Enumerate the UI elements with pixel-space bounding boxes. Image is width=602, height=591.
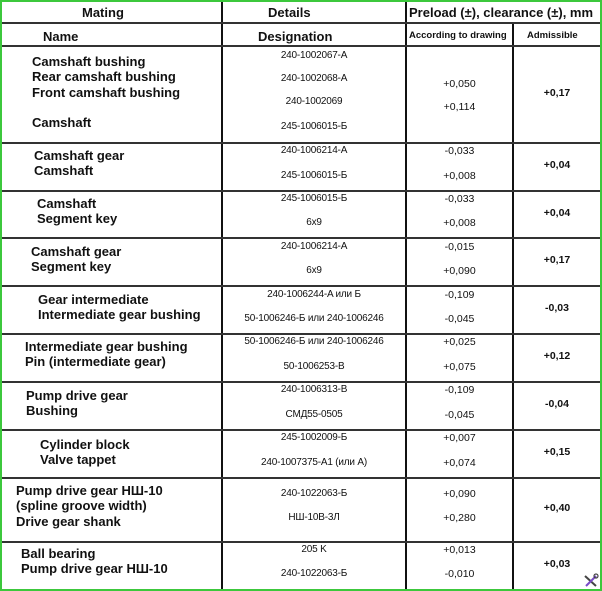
part-designation: 245-1006015-Б xyxy=(280,193,348,204)
mating-part-name: Front camshaft bushing xyxy=(32,85,181,100)
part-designation: 240-1002069 xyxy=(285,96,343,107)
row-divider xyxy=(2,381,600,383)
part-designation: 240-1007375-A1 (или A) xyxy=(260,457,367,468)
drawing-value: +0,025 xyxy=(443,336,476,348)
part-designation: 205 K xyxy=(301,544,327,555)
part-designation: 240-1022063-Б xyxy=(280,568,348,579)
row-divider xyxy=(2,142,600,144)
part-designation: НШ-10В-3Л xyxy=(288,512,340,523)
drawing-value: -0,010 xyxy=(444,568,475,580)
part-designation: 245-1002009-Б xyxy=(280,432,348,443)
mating-part-name: Valve tappet xyxy=(40,452,116,467)
mating-part-name: Camshaft xyxy=(32,115,92,130)
header-designation: Designation xyxy=(258,29,333,44)
mating-part-name: Rear camshaft bushing xyxy=(32,69,176,84)
part-designation: 50-1006246-Б или 240-1006246 xyxy=(244,336,384,347)
admissible-value: +0,04 xyxy=(543,207,571,219)
header-divider xyxy=(2,22,600,24)
mating-part-name: Drive gear shank xyxy=(16,514,121,529)
drawing-value: -0,033 xyxy=(444,193,475,205)
admissible-value: +0,17 xyxy=(543,254,571,266)
part-designation: 240-1002068-A xyxy=(280,73,348,84)
mating-part-name: Ball bearing xyxy=(21,546,96,561)
part-designation: 240-1006313-B xyxy=(280,384,348,395)
part-designation: 245-1006015-Б xyxy=(280,170,348,181)
part-designation: 240-1006214-A xyxy=(280,241,348,252)
mating-part-name: Intermediate gear bushing xyxy=(25,339,188,354)
part-designation: 6x9 xyxy=(306,265,322,276)
header-preload: Preload (±), clearance (±), mm xyxy=(409,5,594,20)
part-designation: 50-1006253-B xyxy=(283,361,345,372)
drawing-value: -0,109 xyxy=(444,289,475,301)
drawing-value: +0,008 xyxy=(443,217,476,229)
header-name: Name xyxy=(43,29,79,44)
admissible-value: +0,17 xyxy=(543,87,571,99)
drawing-value: +0,090 xyxy=(443,488,476,500)
row-divider xyxy=(2,190,600,192)
drawing-value: +0,074 xyxy=(443,457,476,469)
header-according-to-drawing: According to drawing xyxy=(409,30,507,41)
mating-part-name: Camshaft gear xyxy=(31,244,122,259)
mating-part-name: Pump drive gear xyxy=(26,388,128,403)
mating-part-name: Pump drive gear НШ-10 xyxy=(16,483,163,498)
drawing-value: -0,015 xyxy=(444,241,475,253)
row-divider xyxy=(2,285,600,287)
header-divider xyxy=(2,45,600,47)
admissible-value: +0,15 xyxy=(543,446,571,458)
drawing-value: +0,090 xyxy=(443,265,476,277)
part-designation: 6x9 xyxy=(306,217,322,228)
header-admissible: Admissible xyxy=(527,30,578,41)
row-divider xyxy=(2,477,600,479)
part-designation: 240-1006244-A или Б xyxy=(267,289,361,300)
mating-part-name: Camshaft bushing xyxy=(32,54,146,69)
tools-icon xyxy=(582,573,600,589)
header-mating: Mating xyxy=(82,5,124,20)
drawing-value: -0,045 xyxy=(444,409,475,421)
mating-part-name: Cylinder block xyxy=(40,437,130,452)
drawing-value: +0,114 xyxy=(443,101,476,113)
drawing-value: +0,013 xyxy=(443,544,476,556)
row-divider xyxy=(2,333,600,335)
part-designation: 240-1002067-A xyxy=(280,50,348,61)
mating-part-name: Camshaft xyxy=(34,163,94,178)
part-designation: 245-1006015-Б xyxy=(280,121,348,132)
part-designation: 240-1006214-A xyxy=(280,145,348,156)
admissible-value: -0,03 xyxy=(545,302,569,314)
admissible-value: +0,12 xyxy=(543,350,571,362)
mating-part-name: Camshaft xyxy=(37,196,97,211)
admissible-value: +0,40 xyxy=(543,502,571,514)
admissible-value: -0,04 xyxy=(545,398,569,410)
drawing-value: +0,280 xyxy=(443,512,476,524)
mating-part-name: Pin (intermediate gear) xyxy=(25,354,166,369)
mating-part-name: Segment key xyxy=(31,259,112,274)
row-divider xyxy=(2,429,600,431)
mating-part-name: Gear intermediate xyxy=(38,292,149,307)
drawing-value: +0,075 xyxy=(443,361,476,373)
part-designation: 50-1006246-Б или 240-1006246 xyxy=(244,313,384,324)
mating-part-name: Bushing xyxy=(26,403,78,418)
drawing-value: -0,109 xyxy=(444,384,475,396)
drawing-value: +0,007 xyxy=(443,432,476,444)
admissible-value: +0,04 xyxy=(543,159,571,171)
drawing-value: +0,008 xyxy=(443,170,476,182)
mating-part-name: Intermediate gear bushing xyxy=(38,307,201,322)
header-details: Details xyxy=(268,5,311,20)
mating-part-name: Camshaft gear xyxy=(34,148,125,163)
drawing-value: +0,050 xyxy=(443,78,476,90)
row-divider xyxy=(2,237,600,239)
drawing-value: -0,033 xyxy=(444,145,475,157)
admissible-value: +0,03 xyxy=(543,558,571,570)
mating-part-name: (spline groove width) xyxy=(16,498,147,513)
mating-part-name: Pump drive gear НШ-10 xyxy=(21,561,168,576)
row-divider xyxy=(2,541,600,543)
mating-part-name: Segment key xyxy=(37,211,118,226)
part-designation: 240-1022063-Б xyxy=(280,488,348,499)
drawing-value: -0,045 xyxy=(444,313,475,325)
part-designation: СМД55-0505 xyxy=(285,409,343,420)
